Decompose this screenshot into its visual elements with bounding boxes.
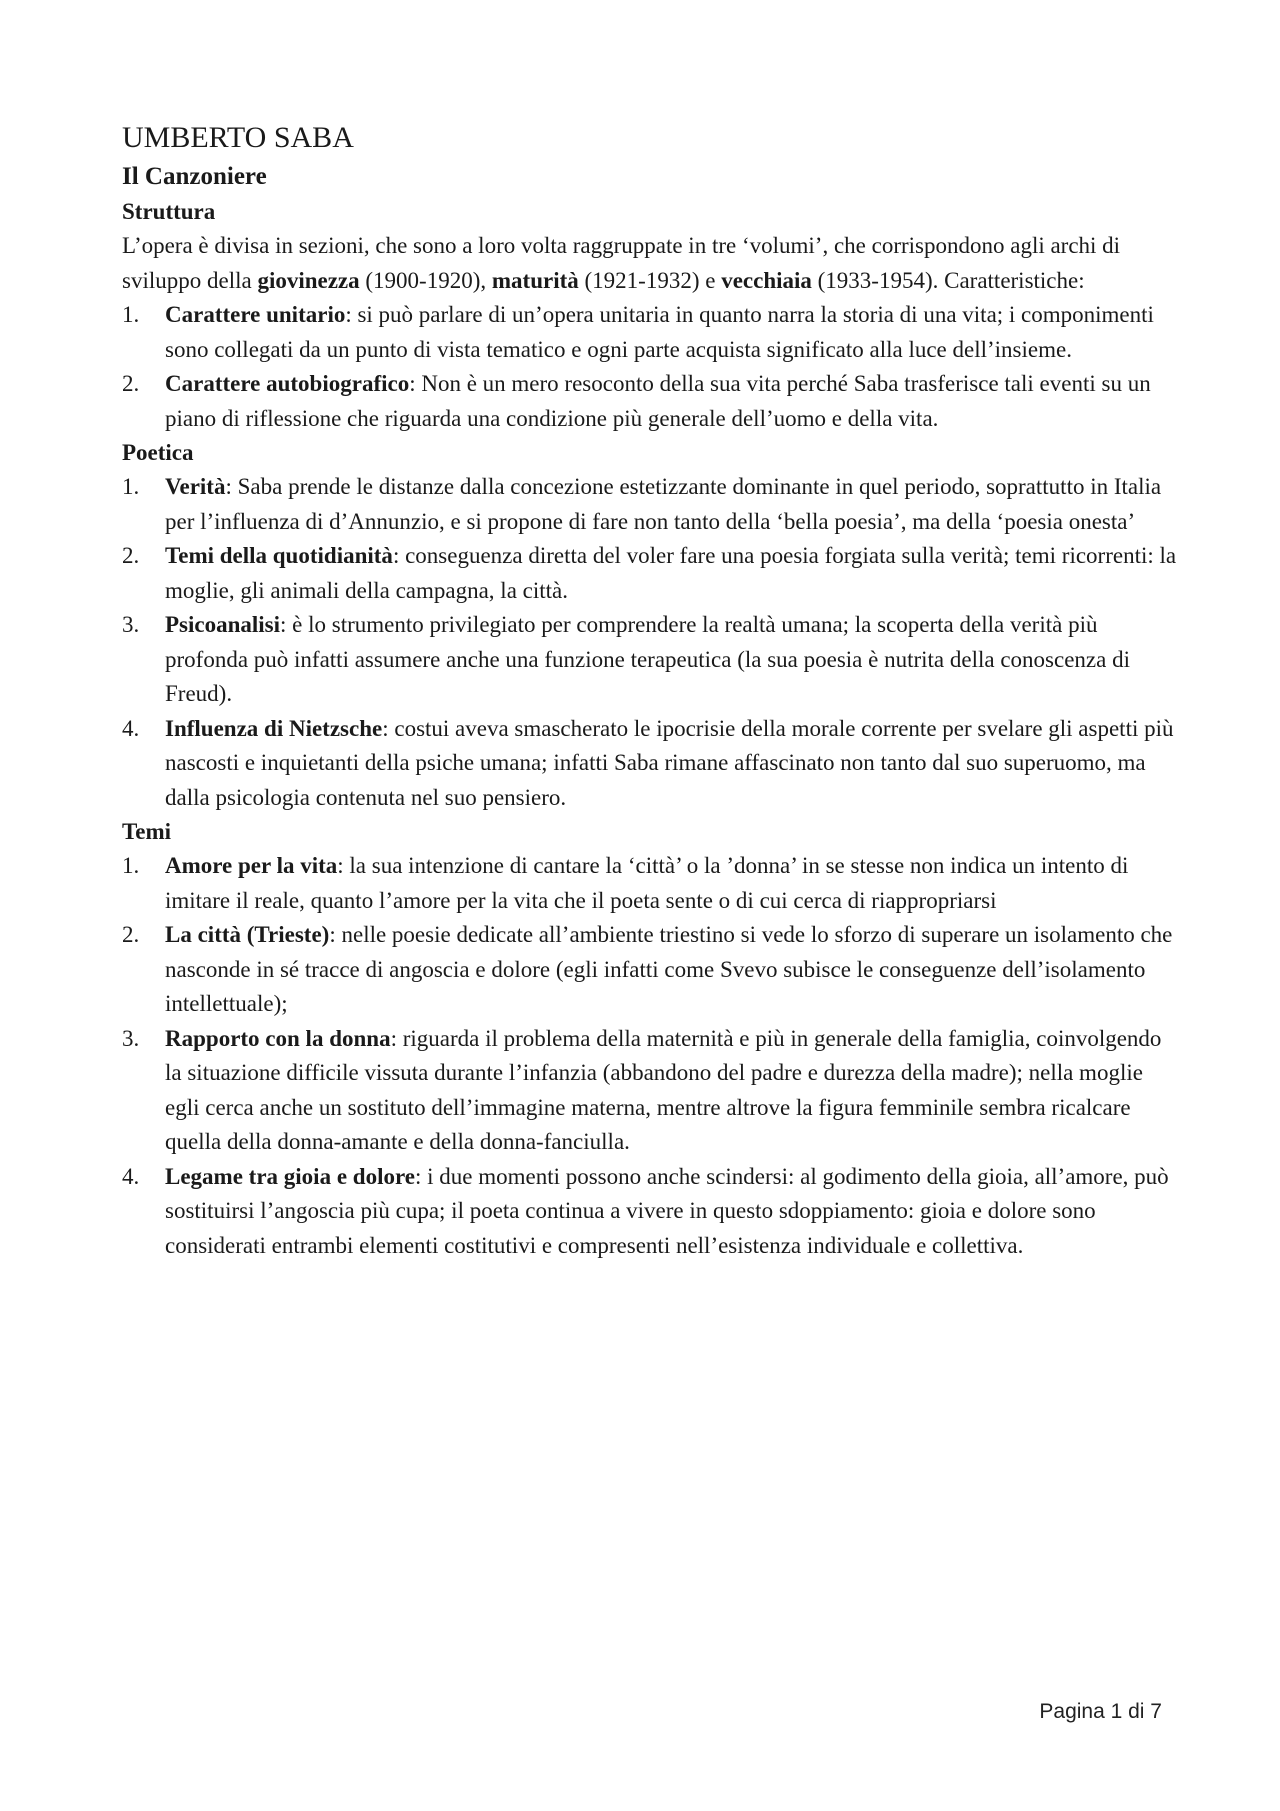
list-number: 1.	[122, 474, 140, 499]
list-text: : Non è un mero resoconto della sua vita perché Saba trasferisce tali eventi su un piano di riflessione che riguarda una condizione più generale dell’uomo e della vita.	[165, 371, 1151, 431]
list-term: Rapporto con la donna	[165, 1025, 391, 1051]
document-subtitle: Il Canzoniere	[122, 163, 267, 190]
list-number: 1.	[122, 302, 140, 327]
list-term: Carattere autobiografico	[165, 371, 410, 396]
list-term: Influenza di Nietzsche	[165, 715, 383, 741]
list-number: 4.	[122, 1163, 140, 1189]
list-item	[122, 367, 1182, 436]
section-heading-temi: Temi	[122, 819, 171, 844]
intro-text: (1933-1954). Caratteristiche:	[811, 267, 1085, 293]
list-text: : riguarda il problema della maternità e più in generale della famiglia, coinvolgendo la situazione difficile vissuta durante l’infanzia (abbandono del padre e durezza della madre); nella moglie egli cerca anche un sostituto dell’immagine materna, mentre altrove la figura femminile sembra ricalcare quella della donna-amante e della donna-fanciulla.	[165, 1025, 1162, 1154]
document-page	[122, 118, 1182, 1263]
intro-bold-maturita: maturità	[491, 267, 579, 293]
section-poetica	[122, 436, 1182, 815]
document-title: UMBERTO SABA	[122, 121, 354, 154]
list-text: : la sua intenzione di cantare la ‘città’ o la ’donna’ in se stesse non indica un intento di imitare il reale, quanto l’amore per la vita che il poeta sente o di cui cerca di riappropriarsi	[165, 853, 1129, 913]
list-number: 3.	[122, 612, 140, 637]
section-heading-poetica: Poetica	[122, 440, 194, 465]
list-term: Psicoanalisi	[165, 612, 281, 637]
list-item	[122, 539, 1182, 608]
list-number: 2.	[122, 922, 140, 947]
list-text: : si può parlare di un’opera unitaria in quanto narra la storia di una vita; i componimenti sono collegati da un punto di vista tematico e ogni parte acquista significato alla luce dell’insieme.	[165, 302, 1154, 362]
intro-bold-giovinezza: giovinezza	[257, 267, 360, 293]
struttura-intro	[122, 229, 1182, 298]
section-temi	[122, 815, 1182, 1263]
list-item	[122, 849, 1182, 918]
list-text: : i due momenti possono anche scindersi: al godimento della gioia, all’amore, può sostituirsi l’angoscia più cupa; il poeta continua a vivere in questo sdoppiamento: gioia e dolore sono considerati entrambi elementi costitutivi e compresenti nell’esistenza individuale e collettiva.	[165, 1163, 1169, 1258]
intro-text: L’opera è divisa in sezioni, che sono a loro volta raggruppate in tre ‘volumi’, che corrispondono agli archi di sviluppo della	[122, 233, 1121, 293]
section-heading-struttura: Struttura	[122, 199, 216, 224]
struttura-list	[122, 298, 1182, 436]
list-number: 2.	[122, 543, 140, 568]
list-term: La città (Trieste)	[165, 922, 330, 947]
temi-list	[122, 849, 1182, 1263]
list-number: 3.	[122, 1025, 140, 1051]
section-struttura	[122, 195, 1182, 436]
list-item	[122, 918, 1182, 1022]
list-item	[122, 1022, 1182, 1160]
list-text: : conseguenza diretta del voler fare una poesia forgiata sulla verità; temi ricorrenti: la moglie, gli animali della campagna, la città.	[165, 543, 1177, 603]
list-item	[122, 608, 1182, 712]
list-number: 4.	[122, 715, 140, 741]
list-term: Temi della quotidianità	[165, 543, 393, 568]
list-text: : costui aveva smascherato le ipocrisie della morale corrente per svelare gli aspetti più nascosti e inquietanti della psiche umana; infatti Saba rimane affascinato non tanto dal suo superuomo, ma dalla psicologia contenuta nel suo pensiero.	[165, 715, 1174, 810]
list-text: : nelle poesie dedicate all’ambiente triestino si vede lo sforzo di superare un isolamento che nasconde in sé tracce di angoscia e dolore (egli infatti come Svevo subisce le conseguenze dell’isolamento intellettuale);	[165, 922, 1173, 1016]
list-term: Verità	[165, 474, 226, 499]
list-text: : è lo strumento privilegiato per comprendere la realtà umana; la scoperta della verità più profonda può infatti assumere anche una funzione terapeutica (la sua poesia è nutrita della conoscenza di Freud).	[165, 612, 1130, 706]
intro-text: (1900-1920),	[359, 267, 492, 293]
intro-text: (1921-1932) e	[578, 267, 722, 293]
list-term: Amore per la vita	[165, 853, 338, 878]
list-text: : Saba prende le distanze dalla concezione estetizzante dominante in quel periodo, soprattutto in Italia per l’influenza di d’Annunzio, e si propone di fare non tanto della ‘bella poesia’, ma della ‘poesia onesta’	[165, 474, 1162, 534]
intro-bold-vecchiaia: vecchiaia	[721, 267, 812, 293]
list-item	[122, 470, 1182, 539]
list-item	[122, 712, 1182, 816]
list-term: Legame tra gioia e dolore	[165, 1163, 415, 1189]
list-term: Carattere unitario	[165, 302, 346, 327]
list-number: 2.	[122, 371, 140, 396]
list-number: 1.	[122, 853, 140, 878]
poetica-list	[122, 470, 1182, 815]
list-item	[122, 298, 1182, 367]
page-number: Pagina 1 di 7	[1039, 1700, 1162, 1723]
list-item	[122, 1160, 1182, 1264]
